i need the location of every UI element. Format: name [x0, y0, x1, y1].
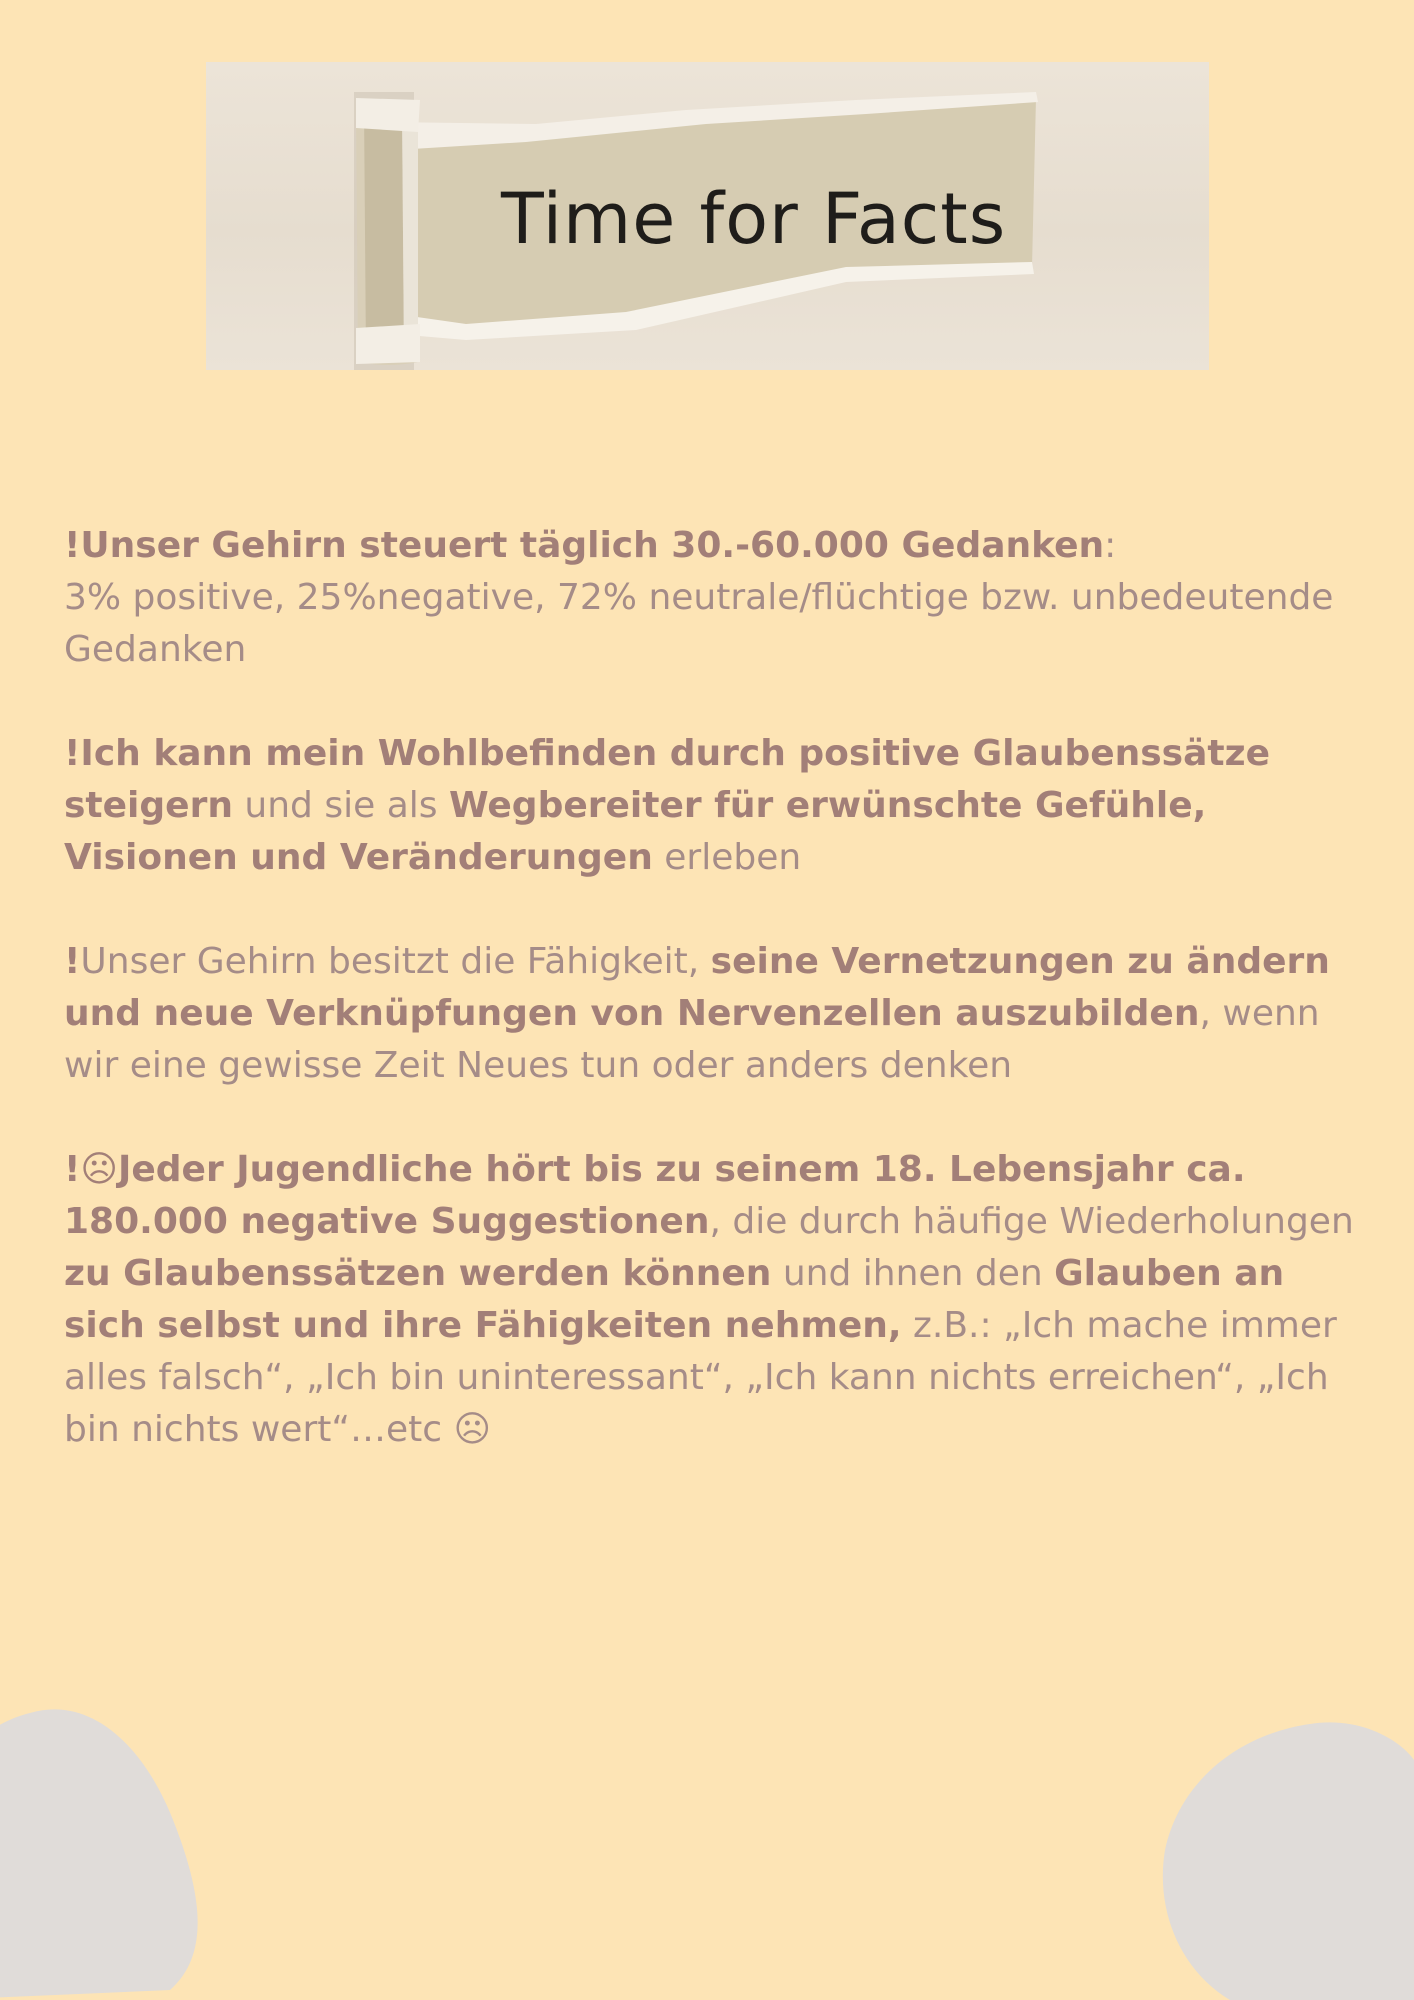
fact-1	[64, 520, 1364, 676]
fact-4-bold-2: zu Glaubenssätzen werden können	[64, 1253, 772, 1294]
decorative-blob-left	[0, 1705, 220, 2000]
banner-title: Time for Facts	[501, 178, 1007, 260]
facts-list	[64, 520, 1364, 1508]
fact-4	[64, 1144, 1364, 1456]
fact-2	[64, 728, 1364, 884]
fact-1-detail: 3% positive, 25%negative, 72% neutrale/flüchtige bzw. unbedeutende Gedanken	[64, 577, 1334, 670]
fact-4-text-3: z.B.: „Ich mache immer alles falsch“, „Ich bin uninteressant“, „Ich kann nichts erreichen“, „Ich bin nichts wert“…etc ☹	[64, 1305, 1337, 1450]
fact-3-text-1: Unser Gehirn besitzt die Fähigkeit,	[80, 941, 711, 982]
fact-4-bold-3: Glauben an sich selbst und ihre Fähigkeiten nehmen,	[64, 1253, 1285, 1346]
fact-3	[64, 936, 1364, 1092]
banner-image	[206, 62, 1209, 370]
fact-4-text-2: und ihnen den	[771, 1253, 1055, 1294]
fact-2-bold-2: Wegbereiter für erwünschte Gefühle, Visionen und Veränderungen	[64, 785, 1207, 878]
decorative-blob-right	[1160, 1720, 1414, 2000]
fact-4-bold-1: !☹Jeder Jugendliche hört bis zu seinem 18. Lebensjahr ca. 180.000 negative Suggestionen	[64, 1149, 1246, 1242]
fact-3-text-2: , wenn wir eine gewisse Zeit Neues tun oder anders denken	[64, 993, 1320, 1086]
fact-2-text-2: erleben	[652, 837, 802, 878]
fact-4-text-1: , die durch häufige Wiederholungen	[709, 1201, 1354, 1242]
fact-2-text-1: und sie als	[232, 785, 449, 826]
fact-2-bold-1: !Ich kann mein Wohlbefinden durch positive Glaubenssätze steigern	[64, 733, 1270, 826]
fact-1-colon: :	[1104, 525, 1117, 566]
fact-1-bold: !Unser Gehirn steuert täglich 30.-60.000 Gedanken	[64, 525, 1105, 566]
fact-3-bang: !	[64, 941, 81, 982]
fact-3-bold: seine Vernetzungen zu ändern und neue Verknüpfungen von Nervenzellen auszubilden	[64, 941, 1330, 1034]
